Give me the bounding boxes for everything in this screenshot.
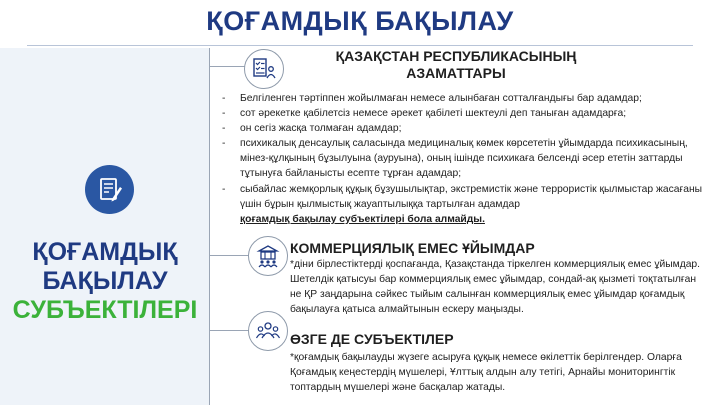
left-title-line1: ҚОҒАМДЫҚ xyxy=(32,238,178,266)
section1-title: ҚАЗАҚСТАН РЕСПУБЛИКАСЫНЫҢ АЗАМАТТАРЫ xyxy=(335,48,577,81)
section3-text: *қоғамдық бақылауды жүзеге асыруға құқық немесе өкілеттік берілгендер. Оларға Қоғамдық кеңестердің мүшелері, Ұлттық алдын алу тетігі, Арнайы мониторингтік топтардың мүшелері және басқалар жатады. xyxy=(290,352,682,394)
section1-conclusion: қоғамдық бақылау субъектілері бола алмайды. xyxy=(240,214,485,225)
left-title-line2: БАҚЫЛАУ xyxy=(42,267,168,295)
left-panel xyxy=(0,48,210,405)
checklist-people-icon xyxy=(244,49,284,89)
list-item: - он сегіз жасқа толмаған адамдар; xyxy=(222,121,710,136)
page-title: ҚОҒАМДЫҚ БАҚЫЛАУ xyxy=(206,6,514,36)
connector-section3 xyxy=(209,330,249,331)
building-people-icon xyxy=(248,236,288,276)
document-pen-icon xyxy=(85,165,134,214)
list-item: - Белгіленген тәртіппен жойылмаған немесе алынбаған сотталғандығы бар адамдар; xyxy=(222,91,710,106)
connector-section1 xyxy=(209,66,245,67)
title-divider xyxy=(27,45,693,46)
section2-text: *діни бірлестіктерді қоспағанда, Қазақстанда тіркелген коммерциялық емес ұйымдар. Шетелдік қатысуы бар коммерциялық емес ұйымдар, сондай-ақ қызметі тоқтатылған не ҚР заңдарына сәйкес тыйым салынған коммерциялық емес ұйымдар қоғамдық бақылауға қатыса алмайтынын ескеру маңызды. xyxy=(290,259,701,316)
section1-bullet-list xyxy=(222,91,710,212)
list-item: - сыбайлас жемқорлық құқық бұзушылықтар, экстремистік және террористік қылмыстар жасағаны үшін бұрын қылмыстық жауаптылыққа тартылған адамдар xyxy=(222,182,710,212)
section3-title: ӨЗГЕ ДЕ СУБЪЕКТІЛЕР xyxy=(290,331,454,347)
connector-vertical xyxy=(209,48,210,405)
list-item: - психикалық денсаулық саласында медициналық көмек көрсететін ұйымдарда психикасының, мінез-құлқының бұзылуына (ауруына), оның ішінде психикаға белсенді әсер ететін заттарды тұтынуға байланысты есепте тұрған адамдар; xyxy=(222,136,710,181)
connector-section2 xyxy=(209,255,249,256)
section2-title: КОММЕРЦИЯЛЫҚ ЕМЕС ҰЙЫМДАР xyxy=(290,240,535,256)
list-item: - сот әрекетке қабілетсіз немесе әрекет қабілеті шектеулі деп таныған адамдарға; xyxy=(222,106,710,121)
group-people-icon xyxy=(248,311,288,351)
left-title-line3: СУБЪЕКТІЛЕРІ xyxy=(12,296,198,324)
